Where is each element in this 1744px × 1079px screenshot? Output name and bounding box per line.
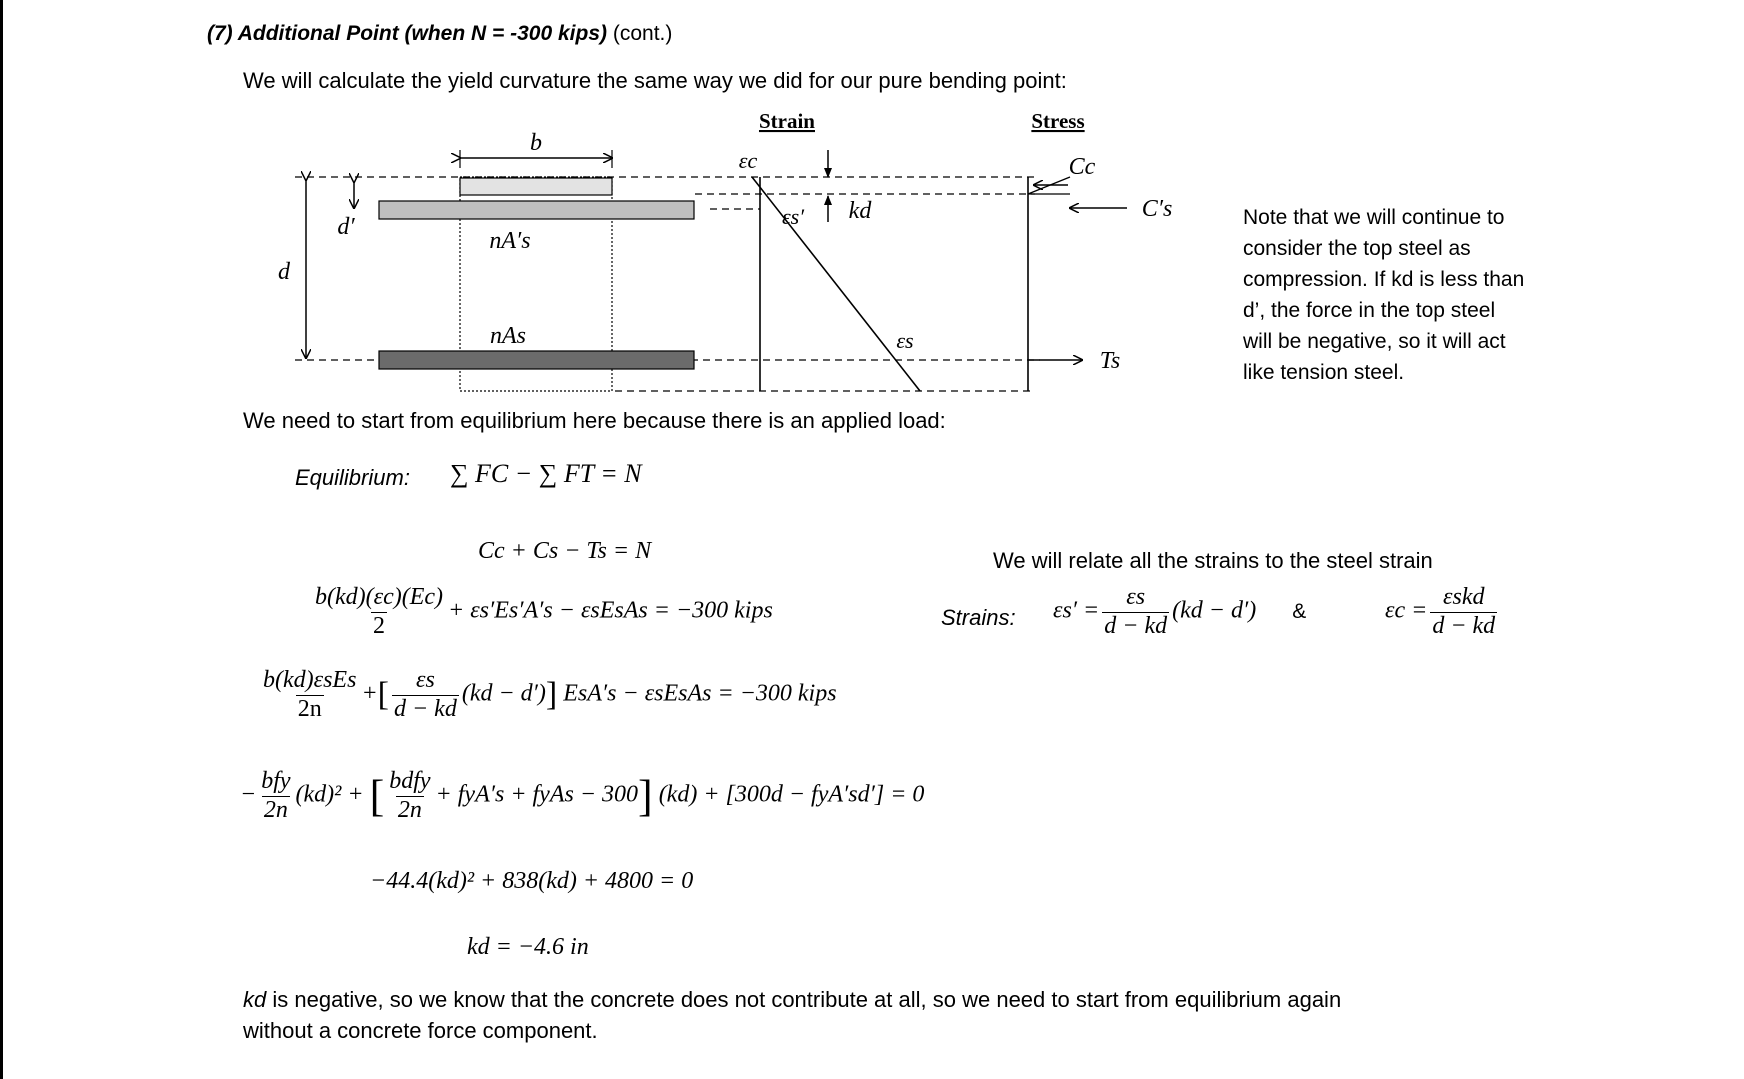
strain-eq1-rest: (kd − d′) — [1172, 597, 1257, 624]
equilibrium-label: Equilibrium: — [295, 465, 410, 490]
strain-eq1-lhs: εs′ = — [1053, 597, 1100, 624]
conclusion-line-2: without a concrete force component. — [243, 1018, 598, 1043]
eq5-den2: 2n — [397, 796, 422, 823]
label-Cc: Cc — [1068, 154, 1096, 180]
eq5-den1: 2n — [263, 796, 288, 823]
note-line: consider the top steel as — [1243, 237, 1471, 260]
eq5-fraction-1 — [259, 768, 292, 824]
eq3-fraction — [313, 584, 445, 640]
eq5-part1: (kd)² + — [295, 781, 364, 808]
heading-bold: (7) Additional Point (when N = -300 kips) — [207, 22, 608, 45]
eq5-part3: (kd) + [300d − fyA′sd′] = 0 — [658, 781, 925, 808]
left-edge-divider — [0, 0, 3, 1079]
bottom-steel-bar — [379, 351, 694, 369]
section-heading — [207, 22, 672, 46]
note-line: d’, the force in the top steel — [1243, 299, 1496, 322]
eq4-den1: 2n — [297, 695, 322, 722]
note-line: Note that we will continue to — [1243, 206, 1505, 229]
strain-eq2-fraction — [1430, 584, 1497, 640]
equilibrium-intro: We need to start from equilibrium here because there is an applied load: — [243, 408, 946, 433]
conclusion-line-1: is negative, so we know that the concrete does not contribute at all, so we need to start from equilibrium again — [266, 987, 1342, 1012]
strain-equation-2 — [1385, 584, 1500, 640]
eq5-part2: + fyA′s + fyAs − 300 — [435, 781, 639, 808]
eq4-num2: εs — [416, 667, 435, 693]
eq4-rest: EsA′s − εsEsAs = −300 kips — [563, 680, 837, 707]
heading-cont: (cont.) — [607, 22, 673, 45]
label-eps-s-prime: εs′ — [781, 204, 805, 229]
equation-7: kd = −4.6 in — [467, 934, 589, 960]
eq5-num2: bdfy — [389, 768, 431, 794]
strain-profile-line — [752, 177, 920, 391]
eq3-num: b(kd)(εc)(Ec) — [315, 584, 444, 610]
eq3-rest: + εs′Es′A′s − εsEsAs = −300 kips — [448, 597, 773, 624]
label-nAs-prime: nA′s — [489, 228, 531, 254]
strain-title: Strain — [758, 109, 816, 133]
eq5-num1: bfy — [261, 768, 291, 794]
note-line: will be negative, so it will act — [1243, 330, 1506, 353]
eq4-fraction-2 — [392, 667, 459, 723]
equation-5: − $\frac{\text{bfy}}{2n}$ (kd)² + [ $\frac{\text{bdfy}}{2n}$ + fyA′s + fyAs − 300] (kd) + [300d − fyA′sd′] = 0 — [240, 768, 925, 823]
label-d-prime: d′ — [337, 214, 355, 240]
concrete-compression-block — [460, 178, 612, 195]
eq5-minus: − — [240, 781, 257, 808]
strain-eq2-lhs: εc = — [1385, 597, 1428, 624]
stress-title: Stress — [1031, 109, 1085, 133]
strain-eq2-num: εskd — [1443, 584, 1485, 610]
equation-sum-forces: ∑ FC − ∑ FT = N — [450, 459, 642, 488]
eq5-fraction-2 — [387, 768, 432, 824]
label-nAs: nAs — [490, 323, 526, 349]
strain-relate-text: We will relate all the strains to the steel strain — [993, 548, 1433, 573]
eq3-den: 2 — [373, 612, 386, 639]
eq4-fraction-1 — [261, 667, 358, 723]
conclusion-kd: kd — [243, 987, 267, 1012]
label-eps-c: εc — [738, 148, 758, 173]
strain-eq2-den: d − kd — [1432, 612, 1496, 639]
eq4-inner: (kd − d′) — [461, 680, 546, 707]
equation-6: −44.4(kd)² + 838(kd) + 4800 = 0 — [370, 868, 694, 894]
note-line: like tension steel. — [1243, 361, 1405, 384]
equation-3 — [310, 584, 773, 640]
label-kd: kd — [848, 198, 872, 224]
eq4-num1: b(kd)εsEs — [263, 667, 357, 693]
strain-eq1-den: d − kd — [1104, 612, 1168, 639]
note-line: compression. If kd is less than — [1243, 268, 1525, 291]
strain-stress-diagram — [270, 103, 1240, 403]
label-Cs-prime: C′s — [1141, 196, 1173, 222]
intro-text: We will calculate the yield curvature the same way we did for our pure bending point: — [243, 68, 1067, 93]
strain-equation-1 — [1053, 584, 1306, 640]
top-steel-bar — [379, 201, 694, 219]
strains-label: Strains: — [941, 605, 1016, 630]
eq4-den2: d − kd — [393, 695, 457, 722]
equation-4: $\frac{\text{b(kd)εsEs}}{2n}$ +[ $\frac{\varepsilon s}{d - kd}$ (kd − d′)] EsA′s − εsEsAs = −300 kips — [263, 667, 837, 722]
conclusion-text — [243, 984, 1341, 1046]
label-b: b — [530, 130, 542, 156]
label-d: d — [278, 259, 290, 285]
eq4-plus: + — [361, 680, 378, 707]
equation-forces: Cc + Cs − Ts = N — [478, 538, 652, 564]
strain-eq1-fraction — [1102, 584, 1169, 640]
strain-eq1-num: εs — [1126, 584, 1146, 610]
label-Ts: Ts — [1099, 348, 1121, 374]
ampersand: & — [1292, 599, 1307, 623]
side-note — [1243, 202, 1524, 388]
label-eps-s: εs — [896, 328, 914, 353]
